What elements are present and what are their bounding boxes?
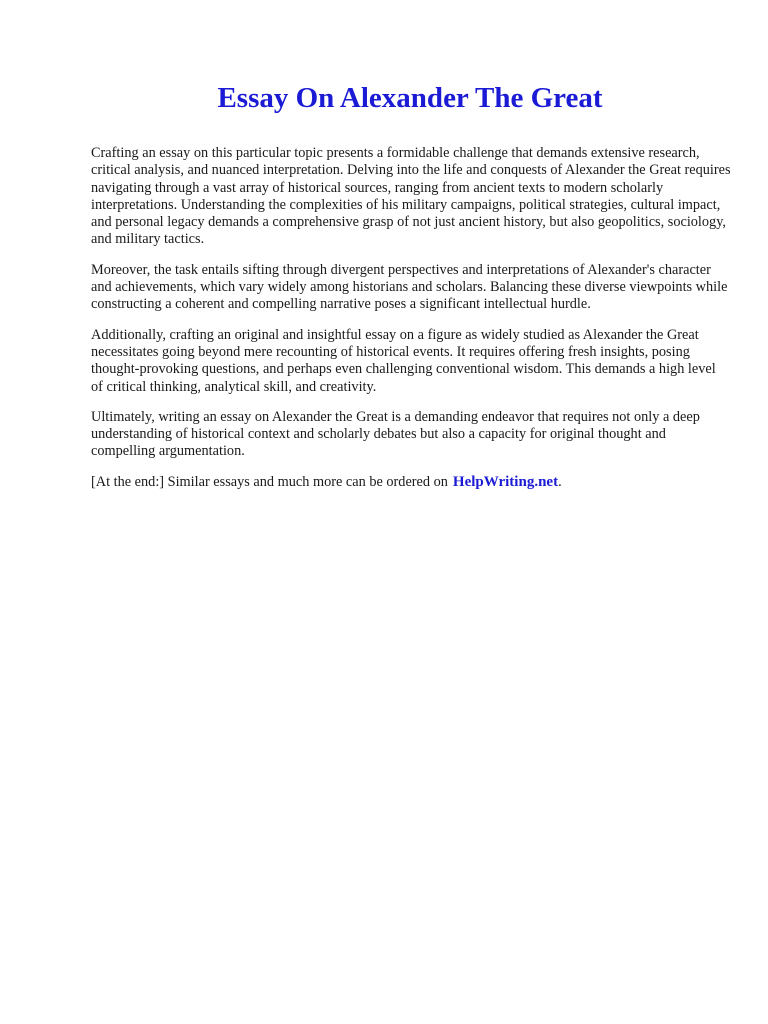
page-title: Essay On Alexander The Great	[217, 82, 603, 114]
paragraph-4: Ultimately, writing an essay on Alexander the Great is a demanding endeavor that requires not only a deep understanding of historical context and scholarly debates but also a capacity for original thought and compelling argumentation.	[91, 408, 700, 460]
paragraph-1: Crafting an essay on this particular topic presents a formidable challenge that demands extensive research, critical analysis, and nuanced interpretation. Delving into the life and conquests of Alexander the Great requires navigating through a vast array of historical sources, ranging from ancient texts to modern scholarly interpretations. Understanding the complexities of his military campaigns, political strategies, cultural impact, and personal legacy demands a comprehensive grasp of not just ancient history, but also geopolitics, sociology, and military tactics.	[91, 145, 731, 248]
paragraph-2: Moreover, the task entails sifting through divergent perspectives and interpretations of Alexander's character and achievements, which vary widely among historians and scholars. Balancing these diverse viewpoints while constructing a coherent and compelling narrative poses a significant intellectual hurdle.	[91, 261, 728, 313]
footer-prefix: [At the end:] Similar essays and much more can be ordered on	[91, 473, 448, 490]
paragraph-3: Additionally, crafting an original and insightful essay on a figure as widely studied as Alexander the Great necessitates going beyond mere recounting of historical events. It requires offering fresh insights, posing thought-provoking questions, and perhaps even challenging conventional wisdom. This demands a high level of critical thinking, analytical skill, and creativity.	[91, 326, 716, 395]
footer-note	[91, 474, 731, 491]
helpwriting-link[interactable]: HelpWriting.net	[452, 473, 559, 490]
essay-body	[91, 145, 731, 491]
footer-suffix: .	[558, 473, 562, 490]
